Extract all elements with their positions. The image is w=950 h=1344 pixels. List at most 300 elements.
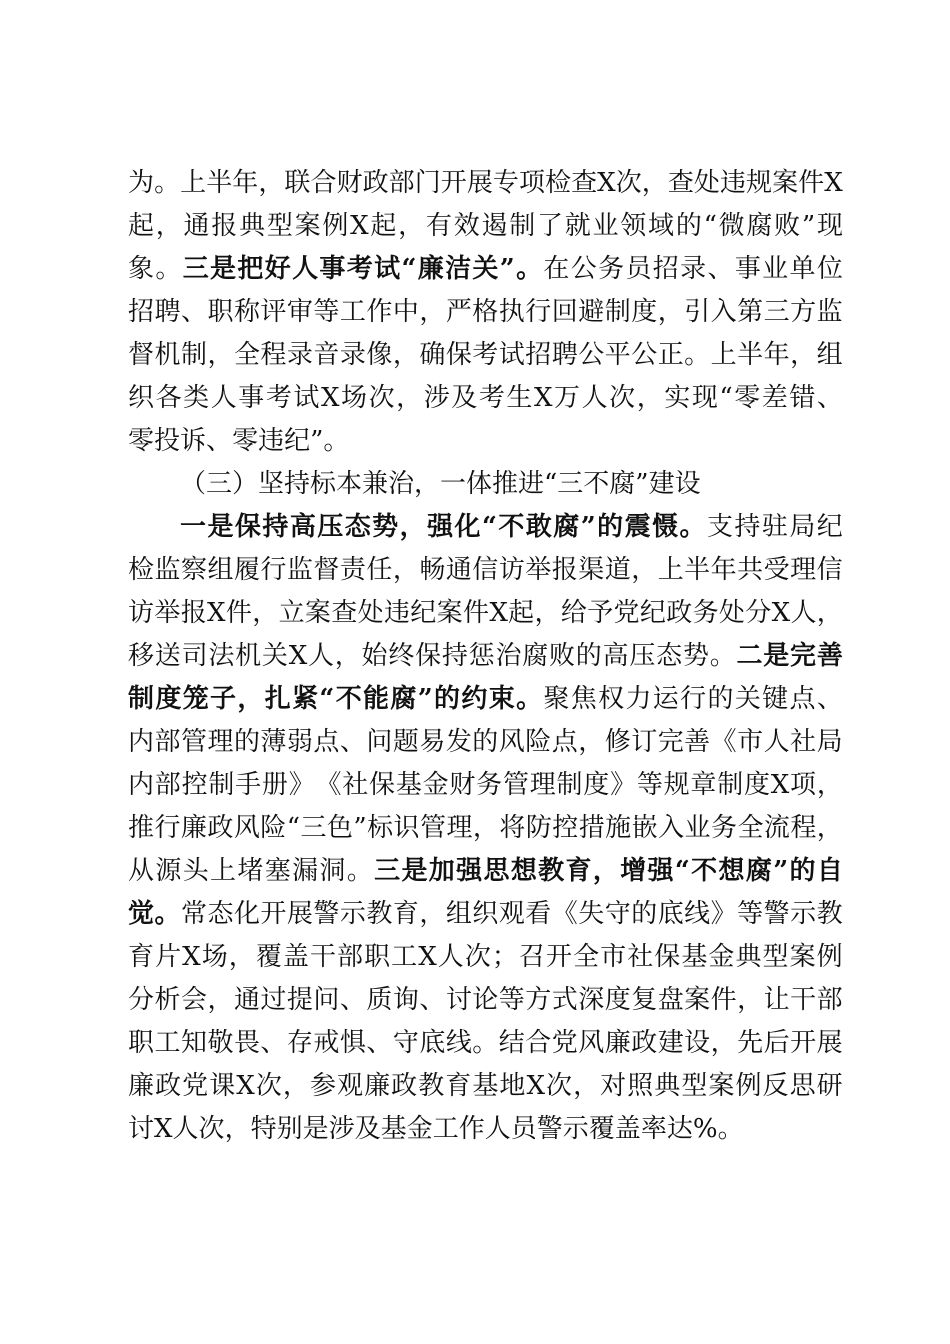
bold-char: 洁: [445, 254, 472, 284]
text-line: [128, 1065, 843, 1108]
text-char: 底: [657, 899, 684, 929]
text-char: 题: [392, 727, 419, 757]
text-char: 守: [604, 899, 631, 929]
text-char: 次: [615, 168, 642, 198]
text-char: 塞: [264, 856, 291, 886]
text-char: 流: [763, 813, 790, 843]
text-char: 督: [313, 555, 340, 585]
text-char: 势: [682, 641, 709, 671]
text-char: 控: [181, 770, 208, 800]
text-char: 作: [458, 1114, 485, 1144]
text-char: 员: [510, 1114, 537, 1144]
text-char: 中: [392, 297, 419, 327]
text-char: 处: [718, 598, 745, 628]
text-char: 制: [604, 297, 631, 327]
text-char: 教: [418, 1071, 445, 1101]
bold-char: ，: [237, 684, 264, 714]
text-char: 。: [717, 1114, 744, 1144]
text-char: 局: [816, 727, 843, 757]
text-char: 观: [337, 1071, 364, 1101]
bold-char: 子: [210, 684, 237, 714]
text-char: 漏: [292, 856, 319, 886]
text-char: 会: [180, 985, 207, 1015]
text-char: 盘: [657, 985, 684, 1015]
text-char: X: [771, 598, 791, 628]
text-char: 效: [453, 211, 480, 241]
bold-char: 笼: [182, 684, 209, 714]
text-char: 风: [498, 727, 525, 757]
text-char: 社: [790, 727, 817, 757]
text-char: 项: [790, 770, 817, 800]
text-char: 生: [506, 383, 533, 413]
text-char: 理: [790, 555, 817, 585]
bold-char: 压: [317, 512, 344, 542]
text-line: [128, 1108, 843, 1151]
text-char: 源: [155, 856, 182, 886]
text-char: 、: [206, 426, 233, 456]
text-char: 上: [210, 856, 237, 886]
text-char: 先: [737, 1028, 764, 1058]
text-char: 域: [648, 211, 675, 241]
text-char: 风: [578, 1028, 605, 1058]
text-char: 问: [313, 985, 340, 1015]
text-line: [128, 291, 843, 334]
bold-char: 慑: [652, 512, 679, 542]
text-char: X: [824, 168, 843, 198]
text-char: 党: [182, 1071, 209, 1101]
text-char: “: [719, 383, 733, 413]
text-char: 业: [592, 211, 619, 241]
text-char: 、: [180, 297, 207, 327]
text-char: 、: [707, 254, 734, 284]
text-char: ，: [252, 598, 279, 628]
text-char: 访: [498, 555, 525, 585]
text-char: 职: [207, 297, 234, 327]
text-char: X: [288, 641, 308, 671]
text-char: 的: [675, 211, 702, 241]
text-char: 金: [406, 1114, 433, 1144]
text-char: 单: [789, 254, 816, 284]
text-char: 信: [816, 555, 843, 585]
text-char: 将: [499, 813, 526, 843]
text-char: 聘: [551, 340, 578, 370]
text-char: 上: [710, 340, 737, 370]
bold-char: 教: [538, 856, 565, 886]
text-char: 政: [155, 1071, 182, 1101]
paragraph-three-no-corruption: [128, 506, 843, 1151]
text-char: 微: [718, 211, 745, 241]
text-char: 参: [309, 1071, 336, 1101]
bold-char: 廉: [417, 254, 444, 284]
text-char: 专: [492, 168, 519, 198]
text-char: 》: [710, 899, 737, 929]
text-char: 事: [238, 383, 265, 413]
bold-char: 不: [691, 856, 718, 886]
text-char: 。: [472, 1028, 499, 1058]
text-char: 《: [315, 770, 342, 800]
bold-char: 高: [289, 512, 316, 542]
text-char: 开: [260, 899, 287, 929]
text-char: 次: [464, 942, 491, 972]
text-char: 违: [719, 168, 746, 198]
text-char: 基: [472, 1071, 499, 1101]
text-char: 权: [598, 684, 625, 714]
text-char: 驻: [761, 512, 788, 542]
bold-char: 觉: [128, 899, 155, 929]
text-char: 嵌: [631, 813, 658, 843]
text-char: 保: [369, 770, 396, 800]
text-char: 正: [657, 340, 684, 370]
text-char: 制: [556, 770, 583, 800]
text-char: 育: [128, 942, 155, 972]
text-char: 查: [667, 168, 694, 198]
bold-char: 震: [624, 512, 651, 542]
text-char: 终: [388, 641, 415, 671]
text-char: 位: [816, 254, 843, 284]
text-char: 次: [546, 1071, 573, 1101]
text-char: 差: [761, 383, 788, 413]
bold-char: 考: [346, 254, 373, 284]
text-char: 持: [441, 641, 468, 671]
text-char: 件: [462, 598, 489, 628]
text-char: 例: [735, 1071, 762, 1101]
text-char: 理: [529, 770, 556, 800]
text-char: 诉: [180, 426, 207, 456]
text-char: 典: [654, 1071, 681, 1101]
text-char: X: [154, 1114, 173, 1144]
text-char: 覆: [255, 942, 282, 972]
text-char: 投: [154, 426, 181, 456]
bold-char: 强: [427, 512, 454, 542]
text-char: 守: [392, 1028, 419, 1058]
text-char: 局: [789, 512, 816, 542]
text-char: 移: [128, 641, 155, 671]
text-char: 人: [210, 383, 237, 413]
text-char: 年: [710, 555, 737, 585]
text-line: [128, 678, 843, 721]
text-char: 审: [286, 297, 313, 327]
paragraph-personnel-exam: [128, 162, 843, 463]
text-char: 金: [422, 770, 449, 800]
text-char: 保: [415, 641, 442, 671]
bold-char: 腐: [745, 856, 772, 886]
text-char: X: [597, 168, 616, 198]
text-char: 展: [466, 168, 493, 198]
text-char: 。: [346, 856, 373, 886]
text-char: 录: [286, 340, 313, 370]
text-char: 对: [600, 1071, 627, 1101]
text-char: 保: [445, 340, 472, 370]
text-line: [128, 420, 843, 463]
text-char: 实: [664, 383, 691, 413]
text-char: 务: [710, 813, 737, 843]
text-char: 全: [737, 813, 764, 843]
text-char: %: [692, 1114, 718, 1144]
bold-char: “: [481, 512, 497, 542]
text-char: 的: [631, 899, 658, 929]
text-char: 件: [225, 598, 252, 628]
text-char: 评: [260, 297, 287, 327]
text-char: 、: [260, 1028, 287, 1058]
text-char: 常: [180, 899, 207, 929]
text-char: 年: [763, 340, 790, 370]
text-char: 部: [337, 942, 364, 972]
text-char: ，: [636, 383, 663, 413]
text-char: 访: [128, 598, 155, 628]
text-char: 程: [790, 813, 817, 843]
text-char: 例: [322, 211, 349, 241]
text-char: 及: [354, 1114, 381, 1144]
text-char: X: [320, 383, 340, 413]
text-char: 点: [789, 684, 816, 714]
text-char: 人: [790, 598, 817, 628]
text-char: 析: [154, 985, 181, 1015]
text-char: ，: [657, 297, 684, 327]
bold-char: 度: [155, 684, 182, 714]
text-char: 党: [613, 598, 640, 628]
text-char: 度: [631, 297, 658, 327]
text-char: 场: [341, 383, 368, 413]
text-char: 险: [260, 813, 287, 843]
text-char: 务: [692, 598, 719, 628]
text-char: 教: [366, 899, 393, 929]
text-char: 人: [307, 641, 334, 671]
bold-char: 势: [372, 512, 399, 542]
text-char: ，: [578, 727, 605, 757]
text-char: 分: [745, 598, 772, 628]
bold-char: 三: [182, 254, 209, 284]
bold-char: ”: [499, 254, 515, 284]
text-char: 聘: [154, 297, 181, 327]
text-char: 为: [128, 168, 155, 198]
text-line: [128, 764, 843, 807]
text-char: ，: [790, 340, 817, 370]
bold-char: 强: [647, 856, 674, 886]
bold-char: 关: [472, 254, 499, 284]
text-char: 执: [498, 297, 525, 327]
text-char: 予: [587, 598, 614, 628]
text-char: ”: [801, 211, 816, 241]
text-char: 现: [691, 383, 718, 413]
section-heading: [128, 463, 843, 506]
text-char: 薄: [260, 727, 287, 757]
text-char: 讨: [445, 985, 472, 1015]
bold-char: 事: [319, 254, 346, 284]
text-char: 论: [472, 985, 499, 1015]
text-char: 腐: [522, 641, 549, 671]
text-char: ，: [641, 168, 668, 198]
text-char: 关: [734, 684, 761, 714]
text-char: 报: [180, 598, 207, 628]
text-char: 政: [391, 1071, 418, 1101]
bold-char: 。: [154, 899, 181, 929]
text-char: 通: [233, 985, 260, 1015]
text-char: 弱: [286, 727, 313, 757]
text-char: 场: [201, 942, 228, 972]
text-char: 违: [258, 426, 285, 456]
text-char: 政: [631, 1028, 658, 1058]
text-char: 等: [636, 770, 663, 800]
text-char: 给: [560, 598, 587, 628]
text-char: 政: [362, 168, 389, 198]
text-char: 敬: [207, 1028, 234, 1058]
text-char: 案: [294, 211, 321, 241]
bold-char: 思: [483, 856, 510, 886]
text-char: 惧: [339, 1028, 366, 1058]
text-char: 》: [610, 770, 637, 800]
bold-char: 。: [516, 684, 543, 714]
text-char: 惩: [468, 641, 495, 671]
text-char: 全: [573, 942, 600, 972]
text-char: 干: [790, 985, 817, 1015]
text-line: [128, 592, 843, 635]
text-char: 基: [380, 1114, 407, 1144]
text-char: 态: [656, 641, 683, 671]
bold-char: 自: [816, 856, 843, 886]
text-char: 章: [690, 770, 717, 800]
text-char: 覆: [588, 1114, 615, 1144]
text-char: 了: [536, 211, 563, 241]
bold-char: 把: [237, 254, 264, 284]
text-char: 。: [323, 426, 350, 456]
text-char: 修: [604, 727, 631, 757]
text-char: 等: [737, 899, 764, 929]
text-line: [128, 936, 843, 979]
text-char: 领: [620, 211, 647, 241]
bold-char: 一: [180, 512, 207, 542]
text-char: 行: [154, 813, 181, 843]
text-line: [128, 377, 843, 420]
text-char: 组: [207, 555, 234, 585]
text-char: 册: [261, 770, 288, 800]
text-char: 畅: [419, 555, 446, 585]
text-char: 深: [578, 985, 605, 1015]
text-char: 考: [265, 383, 292, 413]
text-char: 件: [798, 168, 825, 198]
text-char: 零: [232, 426, 259, 456]
text-char: 控: [552, 813, 579, 843]
text-char: 、: [816, 383, 843, 413]
text-char: 察: [180, 555, 207, 585]
bold-char: 好: [264, 254, 291, 284]
text-char: 督: [128, 340, 155, 370]
text-char: 焦: [570, 684, 597, 714]
text-char: 金: [708, 942, 735, 972]
text-char: 纪: [284, 426, 311, 456]
text-char: 组: [816, 340, 843, 370]
text-char: 业: [684, 813, 711, 843]
bold-char: 是: [207, 512, 234, 542]
text-char: 入: [658, 813, 685, 843]
text-line: [128, 893, 843, 936]
text-char: 案: [772, 168, 799, 198]
text-char: 警: [763, 899, 790, 929]
text-char: 考: [478, 383, 505, 413]
text-char: 通: [445, 555, 472, 585]
text-char: 盖: [282, 942, 309, 972]
text-char: 廉: [364, 1071, 391, 1101]
text-char: ，: [737, 985, 764, 1015]
text-char: 业: [762, 254, 789, 284]
text-char: 政: [207, 813, 234, 843]
bold-char: 腐: [553, 512, 580, 542]
text-char: 回: [551, 297, 578, 327]
text-char: 建: [657, 1028, 684, 1058]
text-char: 展: [286, 899, 313, 929]
text-char: 监: [286, 555, 313, 585]
text-char: 检: [545, 168, 572, 198]
text-char: X: [770, 770, 790, 800]
text-char: 零: [734, 383, 761, 413]
text-char: 市: [737, 727, 764, 757]
text-char: 织: [472, 899, 499, 929]
text-char: 财: [449, 770, 476, 800]
text-char: 廉: [180, 813, 207, 843]
text-char: 的: [707, 684, 734, 714]
bold-char: 人: [292, 254, 319, 284]
text-char: 课: [209, 1071, 236, 1101]
bold-char: ”: [773, 856, 789, 886]
text-char: 的: [575, 641, 602, 671]
text-char: 施: [605, 813, 632, 843]
text-char: 工: [154, 1028, 181, 1058]
text-char: 检: [128, 555, 155, 585]
text-char: X: [526, 1071, 545, 1101]
text-char: 《: [710, 727, 737, 757]
text-char: 内: [128, 727, 155, 757]
text-char: 示: [562, 1114, 589, 1144]
text-char: 道: [604, 555, 631, 585]
text-char: 次: [609, 383, 636, 413]
text-char: 录: [339, 340, 366, 370]
text-char: 示: [790, 899, 817, 929]
text-char: ，: [631, 555, 658, 585]
text-char: 反: [762, 1071, 789, 1101]
text-char: 率: [640, 1114, 667, 1144]
text-char: 社: [342, 770, 369, 800]
text-char: 洞: [319, 856, 346, 886]
text-char: 员: [625, 254, 652, 284]
text-char: 半: [206, 168, 233, 198]
text-line: [128, 1022, 843, 1065]
text-char: 理: [446, 813, 473, 843]
text-char: 有: [425, 211, 452, 241]
text-char: 上: [657, 555, 684, 585]
text-char: 各: [155, 383, 182, 413]
text-char: 遏: [481, 211, 508, 241]
text-char: 让: [763, 985, 790, 1015]
text-char: 上: [180, 168, 207, 198]
text-char: 败: [774, 211, 801, 241]
text-line: [128, 162, 843, 205]
text-char: 照: [627, 1071, 654, 1101]
text-char: 败: [549, 641, 576, 671]
section-heading-text: （三）坚持标本兼治，一体推进“三不腐”建设: [180, 469, 701, 499]
text-char: 管: [502, 770, 529, 800]
text-char: 纪: [410, 598, 437, 628]
text-char: 工: [432, 1114, 459, 1144]
text-char: 举: [154, 598, 181, 628]
text-char: 工: [391, 942, 418, 972]
text-char: 防: [525, 813, 552, 843]
text-char: 作: [366, 297, 393, 327]
text-char: ，: [224, 1114, 251, 1144]
text-char: 理: [207, 727, 234, 757]
text-char: 点: [551, 727, 578, 757]
text-char: X: [236, 1071, 255, 1101]
text-char: 起: [128, 211, 155, 241]
text-char: 思: [789, 1071, 816, 1101]
